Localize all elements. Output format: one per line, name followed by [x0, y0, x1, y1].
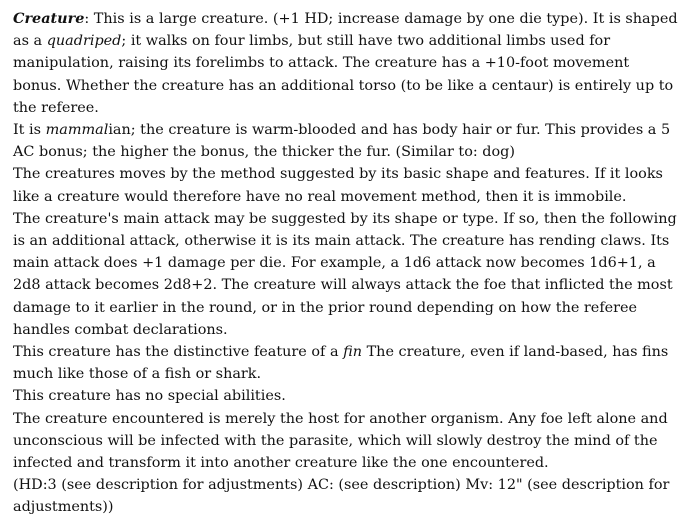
feature-term: fin: [343, 344, 362, 361]
special-abilities-paragraph: This creature has no special abilities.: [13, 388, 286, 405]
parasite-paragraph: The creature encountered is merely the host for another organism. Any foe left alone and unconscious will be infected with the parasite, which will slowly destroy the mind of the infected and transform it into another creature like the one encountered.: [13, 410, 668, 472]
feature-paragraph: [13, 341, 680, 385]
attack-paragraph: The creature's main attack may be suggested by its shape or type. If so, then the following is an additional attack, otherwise it is its main attack. The creature has rending claws. Its main attack does +1 damage per die. For example, a 1d6 attack now becomes 1d6+1, a 2d8 attack becomes 2d8+2. The creature will always attack the foe that inflicted the most damage to it earlier in the round, or in the prior round depending on how the referee handles combat declarations.: [13, 210, 677, 338]
stat-block-paragraph: (HD:3 (see description for adjustments) AC: (see description) Mv: 12" (see description for adjustments)): [13, 477, 670, 516]
feature-description: The creature, even if land-based, has fins much like those of a fish or shark.: [13, 344, 669, 383]
creature-term: Creature: [13, 10, 85, 27]
creature-size-shape-paragraph: [13, 8, 680, 119]
body-type-lead: It is: [13, 122, 46, 139]
body-type-paragraph: [13, 119, 680, 163]
body-type-description: ian; the creature is warm-blooded and has body hair or fur. This provides a 5 AC bonus; the higher the bonus, the thicker the fur. (Similar to: dog): [13, 122, 671, 161]
feature-lead: This creature has the distinctive feature of a: [13, 344, 344, 361]
size-description: : This is a large creature. (+1 HD; increase damage by one die type). It is shaped as a: [13, 11, 678, 50]
body-type-term: mammal: [45, 122, 109, 139]
shape-term: quadriped: [46, 33, 122, 50]
shape-description: ; it walks on four limbs, but still have two additional limbs used for manipulation, raising its forelimbs to attack. The creature has a +10-foot movement bonus. Whether the creature has an additional torso (to be like a centaur) is entirely up to the referee.: [13, 33, 674, 116]
movement-paragraph: The creatures moves by the method suggested by its basic shape and features. If it looks like a creature would therefore have no real movement method, then it is immobile.: [13, 166, 663, 205]
